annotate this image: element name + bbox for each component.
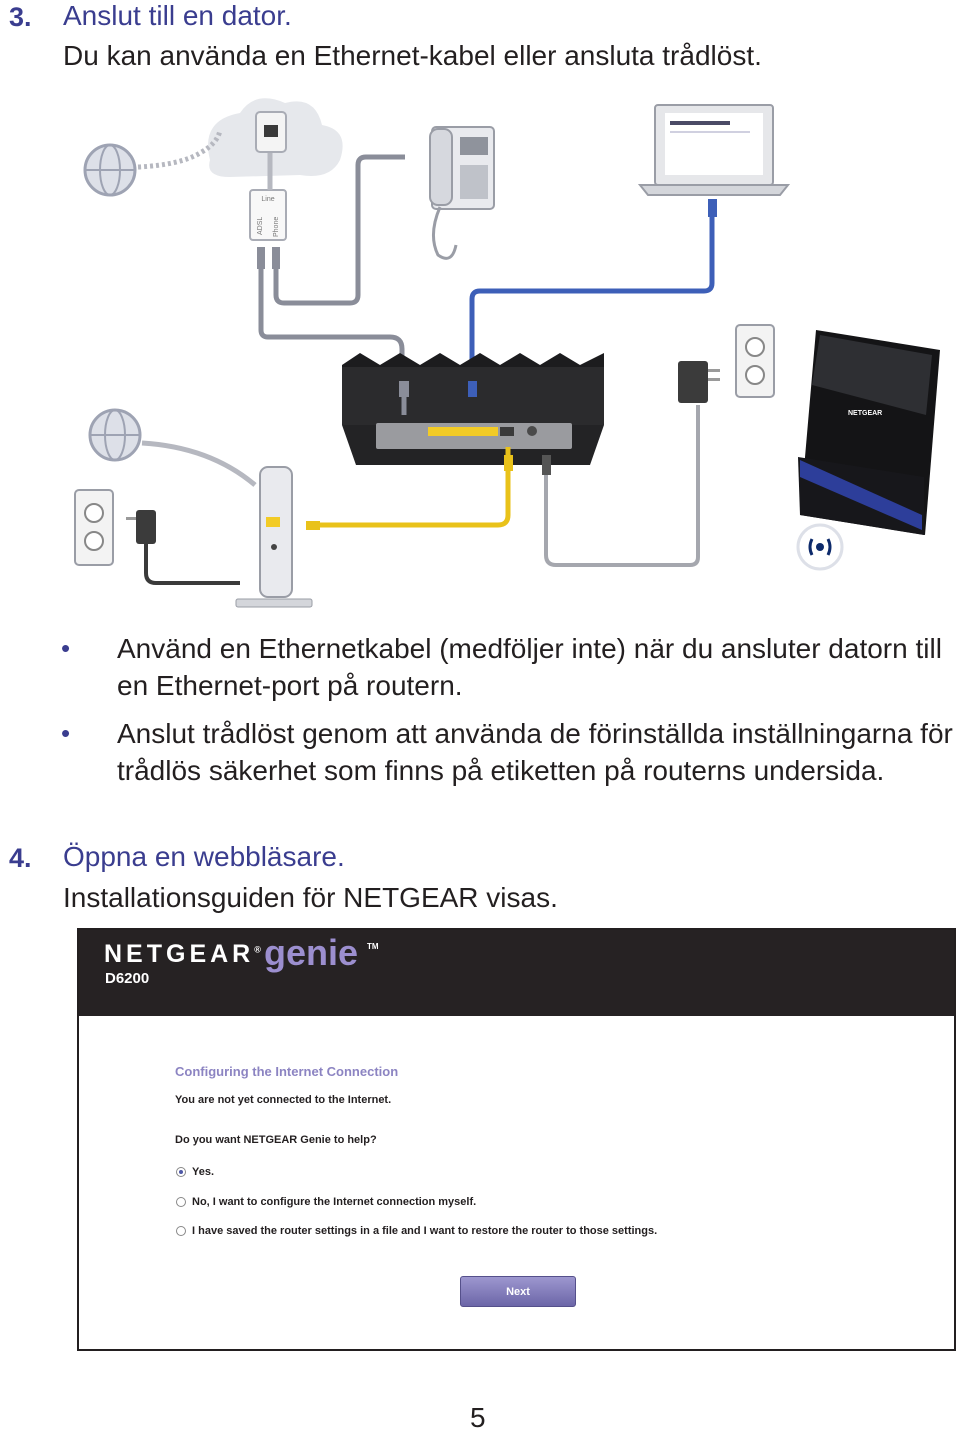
radio-restore-settings-label[interactable]: I have saved the router settings in a file and I want to restore the router to those settings. [192,1225,658,1237]
laptop-icon [640,105,788,195]
wall-outlet-icon [736,325,774,397]
router-rear-view [342,353,604,465]
wifi-icon [798,525,842,569]
step-4-number: 4. [9,843,32,873]
bullet-marker: • [61,633,71,663]
bullet-wireless: Anslut trådlöst genom att använda de förinställda inställningarna för trådlös säkerhet som finns på etiketten på routerns undersida. [117,718,953,786]
globe-icon [90,410,140,460]
power-adapter-icon [126,510,156,544]
radio-yes[interactable] [176,1167,186,1177]
netgear-logo-text: NETGEAR [104,940,255,968]
globe-icon [85,145,135,195]
phone-jack-icon [256,112,286,152]
modem-icon [236,467,312,607]
genie-screenshot [77,928,956,1351]
connection-diagram [60,85,940,620]
trademark-mark: TM [367,942,379,951]
wall-outlet-icon [75,490,113,565]
telephone-icon [430,127,494,258]
radio-restore-settings[interactable] [176,1226,186,1236]
adsl-splitter [250,190,286,240]
radio-yes-label[interactable]: Yes. [192,1166,215,1178]
step-3-subtitle: Du kan använda en Ethernet-kabel eller ansluta trådlöst. [63,40,762,71]
genie-header [79,930,954,1016]
step-3-title: Anslut till en dator. [63,0,292,31]
config-heading: Configuring the Internet Connection [175,1064,399,1079]
bullet-marker: • [61,718,71,748]
step-4-subtitle: Installationsguiden för NETGEAR visas. [63,882,558,913]
step-4-title: Öppna en webbläsare. [63,841,345,872]
radio-configure-myself[interactable] [176,1197,186,1207]
registered-mark: ® [254,944,261,955]
splitter-adsl-label: ADSL [257,216,264,235]
step-3-number: 3. [9,2,32,32]
radio-configure-myself-label[interactable]: No, I want to configure the Internet connection myself. [192,1196,477,1208]
router-brand-label: NETGEAR [848,410,883,417]
help-question: Do you want NETGEAR Genie to help? [175,1134,377,1146]
bullet-ethernet: Använd en Ethernetkabel (medföljer inte) när du ansluter datorn till en Ethernet-port på routern. [117,633,942,701]
model-name: D6200 [105,970,150,987]
netgear-logo [104,940,261,969]
router-front-view [798,330,940,535]
power-adapter-icon [678,361,720,403]
genie-logo: genie [264,932,359,973]
splitter-phone-label: Phone [273,216,280,237]
page-number: 5 [470,1402,486,1433]
next-button[interactable]: Next [460,1276,576,1307]
splitter-line-label: Line [261,196,275,203]
connection-status: You are not yet connected to the Internet. [175,1094,392,1106]
